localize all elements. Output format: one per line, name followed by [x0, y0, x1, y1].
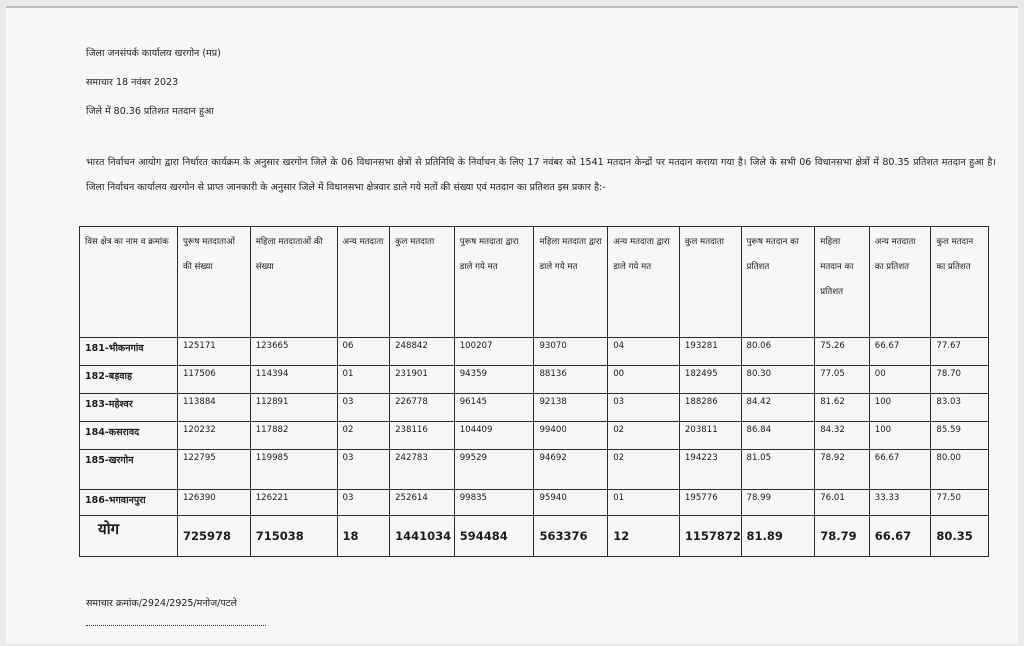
table-row	[80, 338, 989, 366]
table-cell: 94359	[454, 366, 534, 394]
table-cell: 96145	[454, 394, 534, 422]
table-cell: 123665	[250, 338, 337, 366]
constituency-name: 182-बड़वाह	[80, 366, 178, 394]
total-row	[80, 516, 989, 557]
total-label: योग	[80, 516, 178, 557]
table-cell: 203811	[679, 422, 741, 450]
table-cell: 125171	[177, 338, 250, 366]
total-cell: 18	[337, 516, 390, 557]
header-cell: अन्य मतदाता द्वारा डाले गये मत	[608, 227, 680, 338]
header-cell: कुल मतदाता	[390, 227, 455, 338]
table-cell: 100	[869, 394, 931, 422]
table-cell: 114394	[250, 366, 337, 394]
header-cell: पुरूष मतदाताओं की संख्या	[177, 227, 250, 338]
header-cell: पुरूष मतदाता द्वारा डाले गये मत	[454, 227, 534, 338]
table-row	[80, 394, 989, 422]
table-cell: 01	[337, 366, 390, 394]
table-cell: 03	[608, 394, 680, 422]
header-cell: कुल मतदान का प्रतिशत	[931, 227, 989, 338]
table-cell: 248842	[390, 338, 455, 366]
table-cell: 99835	[454, 490, 534, 516]
table-cell: 95940	[534, 490, 608, 516]
table-cell: 88136	[534, 366, 608, 394]
table-cell: 104409	[454, 422, 534, 450]
total-cell: 563376	[534, 516, 608, 557]
table-cell: 02	[608, 422, 680, 450]
table-cell: 252614	[390, 490, 455, 516]
total-cell: 715038	[250, 516, 337, 557]
dotted-divider	[86, 625, 266, 626]
table-cell: 84.32	[815, 422, 870, 450]
table-cell: 195776	[679, 490, 741, 516]
table-cell: 119985	[250, 450, 337, 490]
office-name: जिला जनसंपर्क कार्यालय खरगोन (मप्र)	[86, 48, 221, 59]
table-cell: 231901	[390, 366, 455, 394]
table-row	[80, 422, 989, 450]
table-cell: 66.67	[869, 450, 931, 490]
table-cell: 100	[869, 422, 931, 450]
header-cell: पुरूष मतदान का प्रतिशत	[741, 227, 815, 338]
table-cell: 86.84	[741, 422, 815, 450]
table-cell: 78.92	[815, 450, 870, 490]
table-cell: 75.26	[815, 338, 870, 366]
table-cell: 117506	[177, 366, 250, 394]
table-cell: 85.59	[931, 422, 989, 450]
table-cell: 194223	[679, 450, 741, 490]
table-cell: 93070	[534, 338, 608, 366]
table-cell: 00	[608, 366, 680, 394]
table-cell: 100207	[454, 338, 534, 366]
table-cell: 99400	[534, 422, 608, 450]
header-cell: कुल मतदाता	[679, 227, 741, 338]
total-cell: 1157872	[679, 516, 741, 557]
table-cell: 77.05	[815, 366, 870, 394]
table-cell: 84.42	[741, 394, 815, 422]
reference-number: समाचार क्रमांक/2924/2925/मनोज/पटले	[86, 598, 237, 609]
table-row	[80, 450, 989, 490]
header-cell: अन्य मतदाता	[337, 227, 390, 338]
total-cell: 80.35	[931, 516, 989, 557]
table-cell: 01	[608, 490, 680, 516]
table-cell: 77.67	[931, 338, 989, 366]
table-cell: 120232	[177, 422, 250, 450]
table-cell: 117882	[250, 422, 337, 450]
body-paragraph: भारत निर्वाचन आयोग द्वारा निर्धारत कार्यक्रम के अनुसार खरगोन जिले के 06 विधानसभा क्षेत्रों से प्रतिनिधि के निर्वाचन के लिए 17 नवंबर को 1541 मतदान केन्द्रों पर मतदान कराया गया है। जिले के सभी 06 विधानसभा क्षेत्रों में 80.35 प्रतिशत मतदान हुआ है। जिला निर्वाचन कार्यालय खरगोन से प्राप्त जानकारी के अनुसार जिले में विधानसभा क्षेत्रवार डाले गये मतों की संख्या एवं मतदान का प्रतिशत इस प्रकार है:-	[86, 157, 996, 193]
header-cell: विस क्षेत्र का नाम व क्रमांक	[80, 227, 178, 338]
table-row	[80, 366, 989, 394]
table-cell: 03	[337, 394, 390, 422]
news-date: समाचार 18 नवंबर 2023	[86, 77, 179, 88]
total-cell: 81.89	[741, 516, 815, 557]
table-cell: 66.67	[869, 338, 931, 366]
header-cell: महिला मतदान का प्रतिशत	[815, 227, 870, 338]
table-header-row	[80, 227, 989, 338]
total-cell: 725978	[177, 516, 250, 557]
total-cell: 1441034	[390, 516, 455, 557]
total-cell: 66.67	[869, 516, 931, 557]
table-cell: 113884	[177, 394, 250, 422]
table-cell: 99529	[454, 450, 534, 490]
table-cell: 226778	[390, 394, 455, 422]
table-cell: 02	[337, 422, 390, 450]
table-cell: 78.99	[741, 490, 815, 516]
header-cell: महिला मतदाता द्वारा डाले गये मत	[534, 227, 608, 338]
constituency-name: 183-महेश्वर	[80, 394, 178, 422]
table-cell: 80.06	[741, 338, 815, 366]
table-cell: 80.30	[741, 366, 815, 394]
table-cell: 188286	[679, 394, 741, 422]
table-cell: 112891	[250, 394, 337, 422]
total-cell: 594484	[454, 516, 534, 557]
table-cell: 03	[337, 450, 390, 490]
table-cell: 126221	[250, 490, 337, 516]
table-cell: 02	[608, 450, 680, 490]
header-cell: अन्य मतदाता का प्रतिशत	[869, 227, 931, 338]
constituency-name: 181-भीकनगांव	[80, 338, 178, 366]
table-cell: 94692	[534, 450, 608, 490]
table-cell: 76.01	[815, 490, 870, 516]
headline: जिले में 80.36 प्रतिशत मतदान हुआ	[86, 106, 214, 117]
table-cell: 03	[337, 490, 390, 516]
constituency-name: 184-कसरावद	[80, 422, 178, 450]
table-cell: 78.70	[931, 366, 989, 394]
table-cell: 126390	[177, 490, 250, 516]
table-cell: 122795	[177, 450, 250, 490]
table-cell: 33.33	[869, 490, 931, 516]
table-cell: 04	[608, 338, 680, 366]
table-cell: 81.62	[815, 394, 870, 422]
total-cell: 78.79	[815, 516, 870, 557]
table-cell: 92138	[534, 394, 608, 422]
document-page	[6, 6, 1018, 644]
table-cell: 06	[337, 338, 390, 366]
constituency-name: 186-भगवानपुरा	[80, 490, 178, 516]
header-cell: महिला मतदाताओं की संख्या	[250, 227, 337, 338]
table-row	[80, 490, 989, 516]
table-cell: 193281	[679, 338, 741, 366]
table-cell: 77.50	[931, 490, 989, 516]
table-cell: 81.05	[741, 450, 815, 490]
table-cell: 238116	[390, 422, 455, 450]
table-cell: 83.03	[931, 394, 989, 422]
total-cell: 12	[608, 516, 680, 557]
table-cell: 00	[869, 366, 931, 394]
table-cell: 80.00	[931, 450, 989, 490]
constituency-name: 185-खरगोन	[80, 450, 178, 490]
table-cell: 182495	[679, 366, 741, 394]
turnout-table	[79, 226, 989, 557]
table-cell: 242783	[390, 450, 455, 490]
